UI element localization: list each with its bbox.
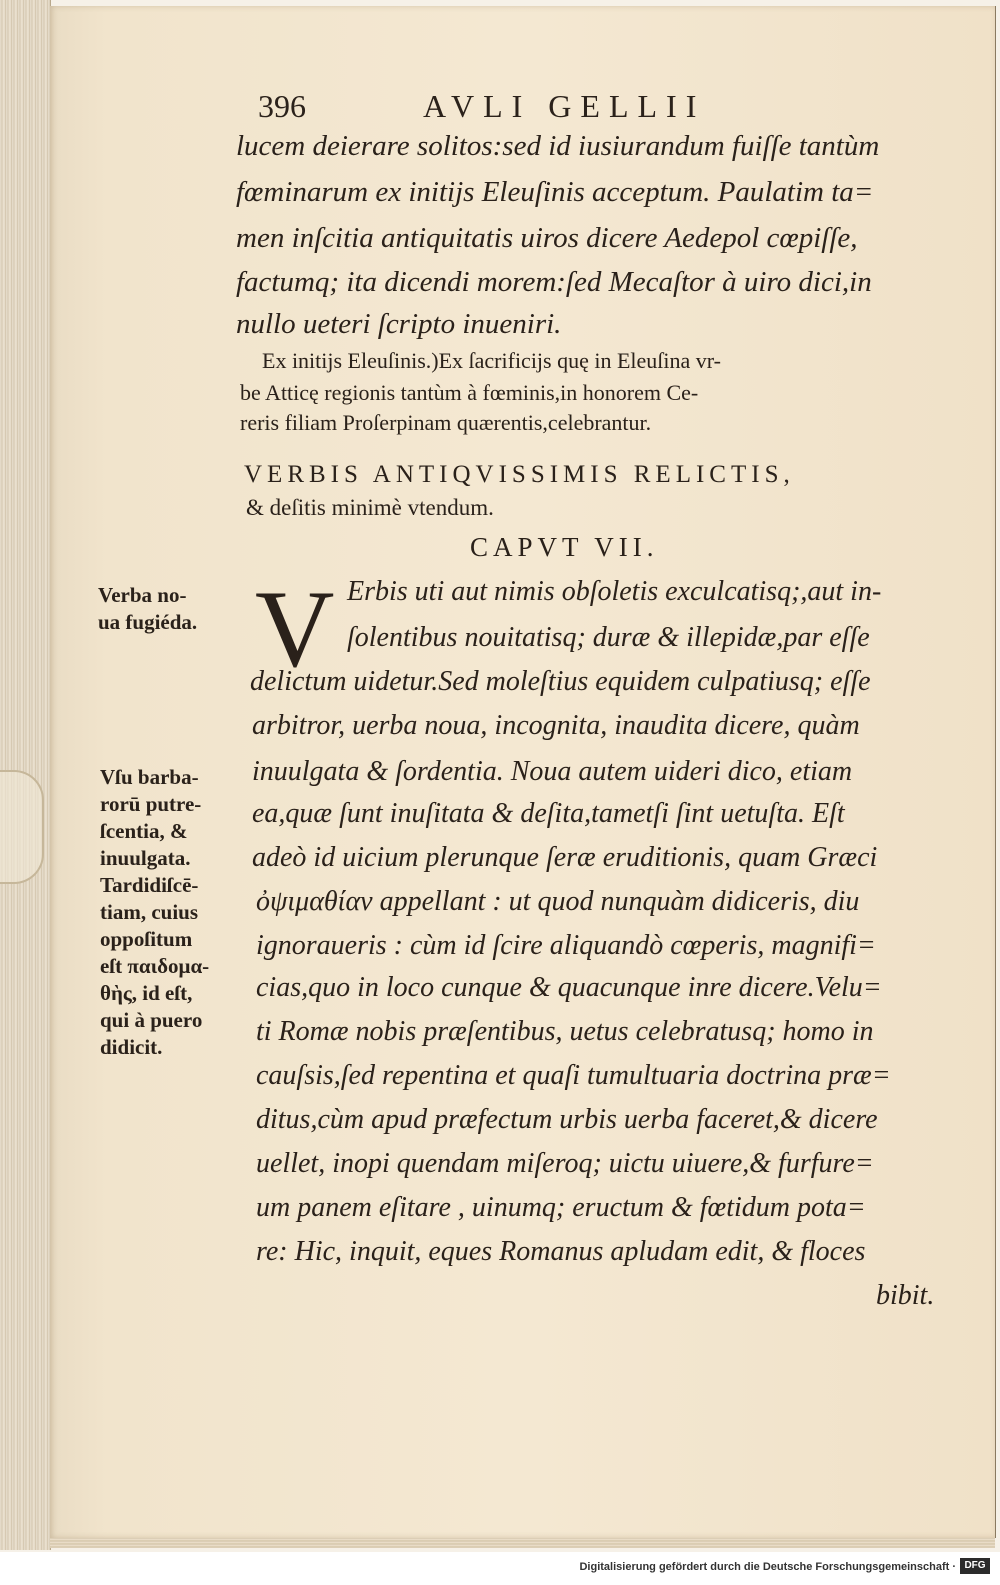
funding-credit: Digitalisierung gefördert durch die Deutsche Forschungsgemeinschaft · <box>579 1561 956 1573</box>
body-line: ignoraueris : cùm id ſcire aliquandò cœperis, magnifi= <box>256 930 876 961</box>
margin-note-line: didicit. <box>100 1035 163 1059</box>
text-line: nullo ueteri ſcripto inueniri. <box>236 308 562 340</box>
body-line: ti Romæ nobis præſentibus, uetus celebratusq; homo in <box>256 1016 874 1047</box>
margin-note-line: eſt παιδομα- <box>100 954 210 978</box>
margin-note-line: ua fugiéda. <box>98 610 198 634</box>
body-line: uellet, inopi quendam miſeroq; uictu uiuere,& furfure= <box>256 1148 874 1179</box>
margin-note-line: Verba no- <box>98 583 187 607</box>
body-line: arbitror, uerba noua, incognita, inaudita dicere, quàm <box>252 710 860 741</box>
body-line: re: Hic, inquit, eques Romanus apludam edit, & floces <box>256 1236 866 1267</box>
dfg-logo: DFG <box>960 1558 990 1574</box>
page-number: 396 <box>258 88 306 124</box>
body-line: cauſsis,ſed repentina et quaſi tumultuaria doctrina præ= <box>256 1060 891 1091</box>
chapter-subtitle: & deſitis minimè vtendum. <box>246 495 494 520</box>
margin-note-line: tiam, cuius <box>100 900 199 924</box>
chapter-number: CAPVT VII. <box>470 532 659 562</box>
text-line: men inſcitia antiquitatis uiros dicere Aedepol cœpiſſe, <box>236 222 858 254</box>
margin-note-line: oppoſitum <box>100 927 193 951</box>
body-line: delictum uidetur.Sed moleſtius equidem culpatiusq; eſſe <box>250 666 871 697</box>
body-line: Erbis uti aut nimis obſoletis exculcatisq;,aut in- <box>347 576 882 607</box>
body-line: adeò id uicium plerunque ſeræ eruditionis, quam Græci <box>252 842 878 873</box>
page-bottom-edge <box>50 1538 995 1548</box>
text-line: lucem deierare solitos:sed id iusiurandum fuiſſe tantùm <box>236 130 880 162</box>
margin-note-line: ſcentia, & <box>100 819 188 843</box>
body-line: bibit. <box>876 1280 935 1311</box>
body-line: ditus,cùm apud præfectum urbis uerba faceret,& dicere <box>256 1104 878 1135</box>
body-line: inuulgata & ſordentia. Noua autem uideri dico, etiam <box>252 756 853 787</box>
margin-note-line: inuulgata. <box>100 846 191 870</box>
digitization-footer <box>0 1552 1000 1585</box>
bookmark-clip <box>0 770 44 884</box>
chapter-title: VERBIS ANTIQVISSIMIS RELICTIS, <box>244 461 795 488</box>
margin-note-line: rorū putre- <box>100 792 202 816</box>
margin-note-line: θὴς, id eſt, <box>100 981 193 1005</box>
margin-note-line: Vſu barba- <box>100 765 199 789</box>
text-line: fœminarum ex initijs Eleuſinis acceptum. Paulatim ta= <box>236 176 874 208</box>
margin-note-line: Tardidiſcē- <box>100 873 199 897</box>
body-line: ea,quæ ſunt inuſitata & deſita,tametſi ſint uetuſta. Eſt <box>252 798 845 829</box>
body-line: ὀψιμαθίαν appellant : ut quod nunquàm didiceris, diu <box>256 886 860 917</box>
page-header <box>258 88 958 128</box>
margin-note-line: qui à puero <box>100 1008 203 1032</box>
body-line: ſolentibus nouitatisq; duræ & illepidæ,par eſſe <box>347 622 870 653</box>
commentary-line: Ex initijs Eleuſinis.)Ex ſacrificijs quę in Eleuſina vr- <box>262 348 722 373</box>
commentary-line: be Atticę regionis tantùm à fœminis,in honorem Ce- <box>240 380 699 405</box>
body-line: cias,quo in loco cunque & quacunque inre dicere.Velu= <box>256 972 882 1003</box>
running-title: AVLI GELLII <box>423 88 706 124</box>
commentary-line: reris filiam Proſerpinam quærentis,celebrantur. <box>240 410 652 435</box>
drop-cap: V <box>255 568 335 690</box>
body-line: um panem eſitare , uinumq; eructum & fœtidum pota= <box>256 1192 866 1223</box>
text-line: factumq; ita dicendi morem:ſed Mecaſtor à uiro dici,in <box>236 266 872 298</box>
